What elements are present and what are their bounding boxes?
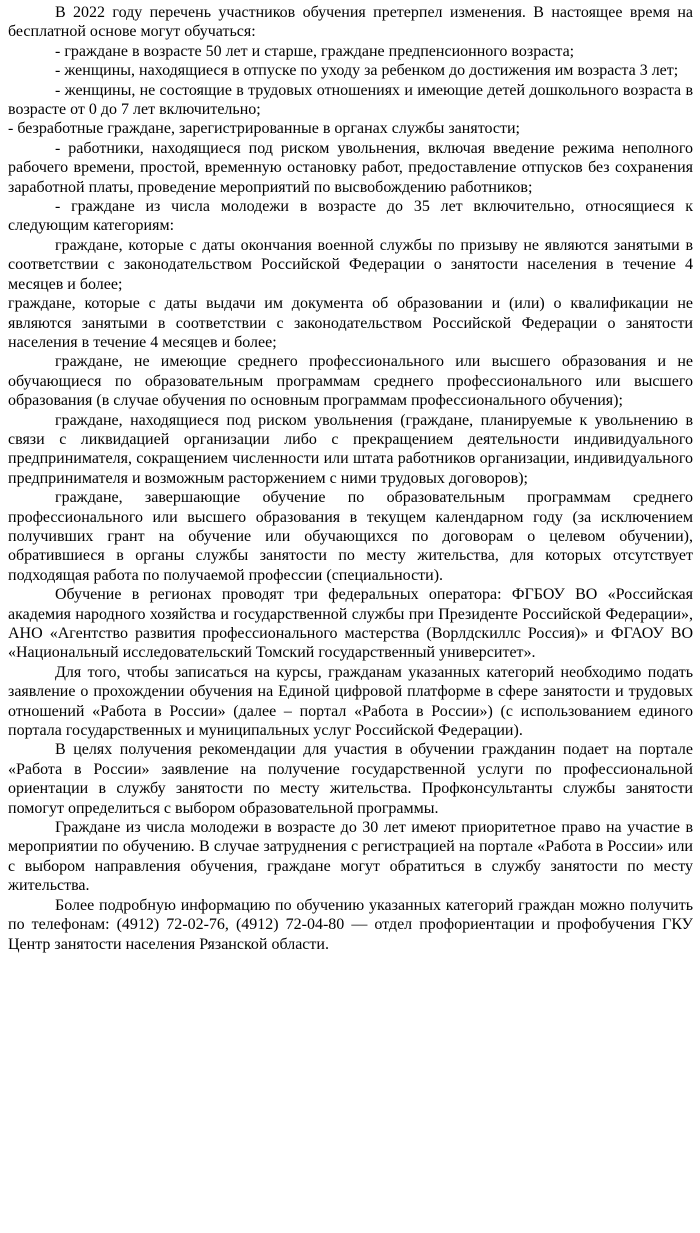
list-item-at-risk-workers: - работники, находящиеся под риском увольнения, включая введение режима неполного рабочего времени, простой, временную остановку работ, предоставление отпусков без сохранения заработной платы, проведение мероприятий по высвобождению работников;: [8, 139, 693, 196]
list-item-pre-retirement: - граждане в возрасте 50 лет и старше, граждане предпенсионного возраста;: [55, 42, 575, 60]
youth-category-graduating: граждане, завершающие обучение по образовательным программам среднего профессионального или высшего образования в текущем календарном году (за исключением получивших грант на обучение или обучающихся по договорам о целевом обучении), обратившиеся в органы службы занятости по месту жительства, для которых отсутствует подходящая работа по получаемой профессии (специальности).: [8, 489, 693, 584]
paragraph-enrollment: Для того, чтобы записаться на курсы, гражданам указанных категорий необходимо подать заявление о прохождении обучения на Единой цифровой платформе в сфере занятости и трудовых отношений «Работа в России» (далее – портал «Работа в России») (с использованием единого портала государственных и муниципальных услуг Российской Федерации).: [8, 663, 693, 740]
paragraph-youth-priority: Граждане из числа молодежи в возрасте до 30 лет имеют приоритетное право на участие в мероприятии по обучению. В случае затруднения с регистрацией на портале «Работа в России» или с выбором направления обучения, граждане могут обратиться в службу занятости по месту жительства.: [8, 819, 693, 895]
paragraph-recommendation: В целях получения рекомендации для участия в обучении гражданин подает на портале «Работа в России» заявление на получение государственной услуги по профессиональной ориентации в службу занятости по месту жительства. Профконсультанты службы занятости помогут определиться с выбором образовательной программы.: [8, 741, 693, 817]
youth-category-after-military: граждане, которые с даты окончания военной службы по призыву не являются занятыми в соответствии с законодательством Российской Федерации о занятости населения в течение 4 месяцев и более;: [8, 236, 693, 293]
youth-category-no-education: граждане, не имеющие среднего профессионального или высшего образования и не обучающиеся по образовательным программам среднего профессионального или высшего образования (в случае обучения по основным программам профессионального обучения);: [8, 353, 693, 410]
paragraph-contacts: Более подробную информацию по обучению указанных категорий граждан можно получить по телефонам: (4912) 72-02-76, (4912) 72-04-80 — отдел профориентации и профобучения ГКУ Центр занятости населения Рязанской области.: [8, 896, 693, 953]
paragraph-intro: В 2022 году перечень участников обучения претерпел изменения. В настоящее время на бесплатной основе могут обучаться:: [8, 4, 693, 41]
paragraph-operators: Обучение в регионах проводят три федеральных оператора: ФГБОУ ВО «Российская академия народного хозяйства и государственной службы при Президенте Российской Федерации», АНО «Агентство развития профессионального мастерства (Ворлдскиллс Россия)» и ФГАОУ ВО «Национальный исследовательский Томский государственный университет».: [8, 586, 693, 662]
list-item-youth: - граждане из числа молодежи в возрасте до 35 лет включительно, относящиеся к следующим категориям:: [8, 198, 693, 235]
list-item-parental-leave: - женщины, находящиеся в отпуске по уходу за ребенком до достижения им возраста 3 лет;: [55, 62, 679, 80]
list-item-registered-unemployed: - безработные граждане, зарегистрированные в органах службы занятости;: [8, 120, 520, 138]
youth-category-after-graduation: граждане, которые с даты выдачи им документа об образовании и (или) о квалификации не являются занятыми в соответствии с законодательством Российской Федерации о занятости населения в течение 4 месяцев и более;: [8, 295, 693, 351]
youth-category-dismissal-risk: граждане, находящиеся под риском увольнения (граждане, планируемые к увольнению в связи с ликвидацией организации либо с прекращением деятельности индивидуального предпринимателя, сокращением численности или штата работников организации, индивидуального предпринимателя и возможным расторжением с ними трудовых договоров);: [8, 411, 693, 487]
list-item-unemployed-mothers: - женщины, не состоящие в трудовых отношениях и имеющие детей дошкольного возраста в возрасте от 0 до 7 лет включительно;: [8, 81, 693, 119]
